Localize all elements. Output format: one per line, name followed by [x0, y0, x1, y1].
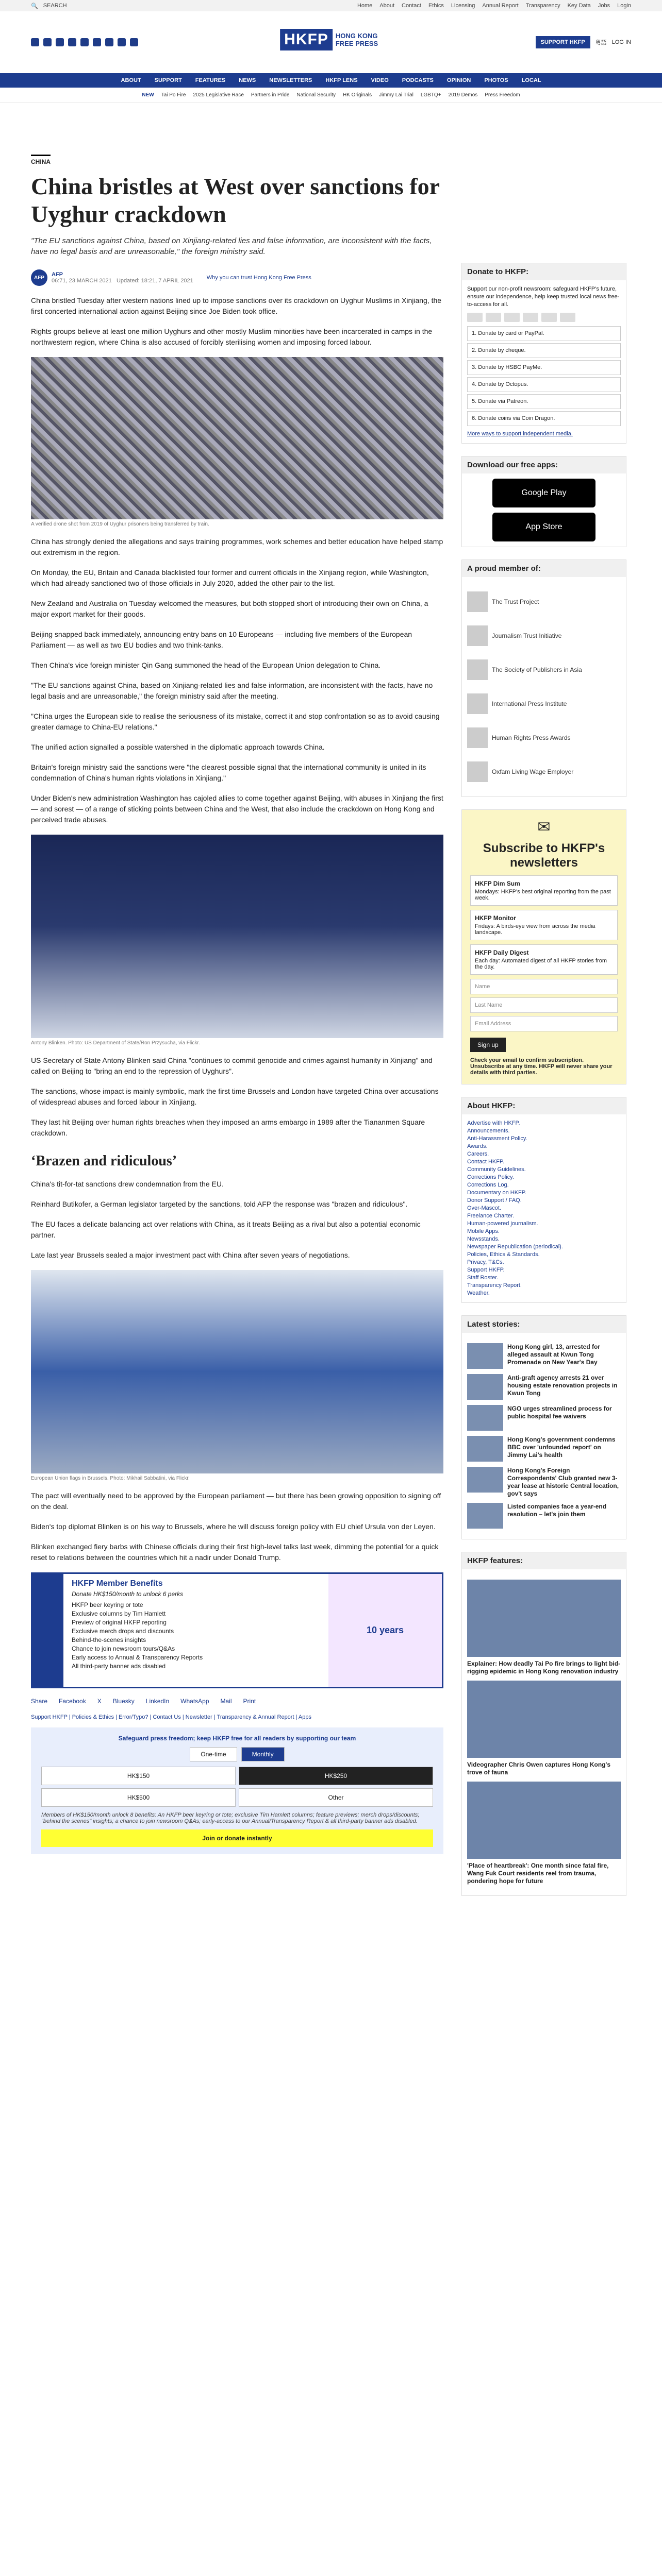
author-name[interactable]: AFP	[52, 272, 63, 278]
masthead	[0, 11, 662, 73]
article-lede: "The EU sanctions against China, based on Xinjiang-related lies and false information, are inconsistent with the facts, have no legal basis and are unreasonable," the foreign ministry said.	[31, 236, 432, 256]
trend-item[interactable]: Partners in Pride	[251, 92, 290, 98]
amount-option[interactable]: HK$150	[41, 1767, 236, 1785]
newsletter-desc: Mondays: HKFP's best original reporting from the past week.	[475, 889, 611, 901]
about-link[interactable]: Contact HKFP.	[467, 1159, 504, 1165]
newsletter-name: HKFP Monitor	[475, 914, 516, 922]
paragraph: They last hit Beijing over human rights breaches when they imposed an arms embargo in 1989 after the Tiananmen Square crackdown.	[31, 1118, 425, 1137]
donate-option[interactable]: 4. Donate by Octopus.	[467, 377, 621, 392]
trust-link[interactable]: Why you can trust Hong Kong Free Press	[206, 275, 311, 281]
about-link[interactable]: Corrections Log.	[467, 1182, 509, 1188]
ipi-icon	[467, 693, 488, 714]
share-link[interactable]: WhatsApp	[180, 1698, 209, 1705]
paragraph: The pact will eventually need to be approved by the European parliament — but there has been growing opposition to signing off on the deal.	[31, 1492, 441, 1511]
login-link[interactable]: LOG IN	[611, 39, 631, 45]
util-link[interactable]: Jobs	[598, 3, 610, 9]
nav-item[interactable]: OPINION	[446, 77, 471, 83]
perk-item: Exclusive merch drops and discounts	[72, 1628, 174, 1635]
about-link[interactable]: Newsstands.	[467, 1236, 500, 1242]
util-link[interactable]: Key Data	[567, 3, 591, 9]
newsletter-note: Check your email to confirm subscription. Unsubscribe at any time. HKFP will never share your details with third parties.	[470, 1057, 613, 1076]
latest-story[interactable]	[467, 1343, 621, 1369]
about-link[interactable]: Support HKFP.	[467, 1267, 505, 1273]
hrpa-icon	[467, 727, 488, 748]
paragraph: Beijing snapped back immediately, announcing entry bans on 10 Europeans — including five members of the European Parliament — as well as two EU bodies and two think-tanks.	[31, 630, 412, 649]
bluesky-icon[interactable]	[93, 38, 101, 46]
about-list	[462, 1114, 626, 1302]
donate-note: Members of HK$150/month unlock 8 benefits: An HKFP beer keyring or tote; exclusive Tim Hamlett columns; feature previews; merch drops/discounts; "behind the scenes" insights; a chance to join newsroom Q&As; early-access to our Annual/Transparency Report & all third-party banner ads disabled.	[41, 1812, 420, 1824]
newsletter-option[interactable]	[470, 875, 618, 906]
about-link[interactable]: Privacy, T&Cs.	[467, 1259, 504, 1265]
about-link[interactable]: Awards.	[467, 1143, 488, 1149]
trend-item[interactable]: 2025 Legislative Race	[193, 92, 244, 98]
latest-story[interactable]	[467, 1436, 621, 1462]
perk-item: Behind-the-scenes insights	[72, 1636, 146, 1643]
member-logo[interactable]	[467, 689, 621, 718]
share-link[interactable]: Share	[31, 1698, 48, 1705]
about-link[interactable]: Human-powered journalism.	[467, 1221, 538, 1227]
paragraph: "China urges the European side to realise the seriousness of its mistake, correct it and stop confrontation so as to avoid causing greater damage to China-EU relations."	[31, 712, 440, 731]
google-play-button[interactable]: Google Play	[492, 479, 595, 507]
article	[31, 155, 443, 1854]
amount-option[interactable]: HK$250	[239, 1767, 433, 1785]
story-headline: Listed companies face a year-end resolution – let's join them	[507, 1503, 607, 1518]
trending-label: NEW	[142, 92, 154, 98]
article-footer-links[interactable]: Support HKFP | Policies & Ethics | Error/Typo? | Contact Us | Newsletter | Transparency & Annual Report | Apps	[31, 1714, 311, 1720]
member-name: Oxfam Living Wage Employer	[492, 768, 574, 775]
visa-icon	[486, 313, 501, 322]
search-icon[interactable]: 🔍	[31, 3, 38, 9]
tab-monthly[interactable]: Monthly	[241, 1747, 285, 1761]
feature-image	[467, 1580, 621, 1657]
story-headline: Hong Kong's government condemns BBC over 'unfounded report' on Jimmy Lai's health	[507, 1436, 616, 1459]
paragraph: China's tit-for-tat sanctions drew condemnation from the EU.	[31, 1180, 224, 1188]
amex-icon	[504, 313, 520, 322]
paragraph: The EU faces a delicate balancing act over relations with China, as it treats Beijing as a rival but also a potential economic partner.	[31, 1220, 421, 1239]
share-link[interactable]: X	[97, 1698, 102, 1705]
newsletter-title: Subscribe to HKFP's newsletters	[483, 841, 605, 870]
paragraph: "The EU sanctions against China, based on Xinjiang-related lies and false information, are inconsistent with the facts, have no legal basis and are unreasonable," the foreign ministry said after the meeting.	[31, 681, 433, 700]
paragraph: Britain's foreign ministry said the sanctions were "the clearest possible signal that the international community is united in its condemnation of China's human rights violations in Xinjiang."	[31, 763, 426, 782]
threads-icon[interactable]	[118, 38, 126, 46]
rss-icon[interactable]	[130, 38, 138, 46]
feature-story[interactable]	[467, 1580, 621, 1675]
paragraph: Rights groups believe at least one million Uyghurs and other mostly Muslim minorities have been incarcerated in camps in the northwestern region, where China is also accused of forcibly sterilising women and imposing forced labour.	[31, 327, 433, 346]
members-box	[461, 560, 626, 797]
trend-item[interactable]: National Security	[296, 92, 336, 98]
perk-item: All third-party banner ads disabled	[72, 1663, 166, 1670]
features-box	[461, 1552, 626, 1896]
paragraph: Late last year Brussels sealed a major investment pact with China after seven years of negotiations.	[31, 1251, 350, 1259]
latest-list	[462, 1333, 626, 1539]
paragraph: Then China's vice foreign minister Qin Gang summoned the head of the European Union delegation to China.	[31, 661, 381, 669]
story-thumbnail	[467, 1374, 503, 1400]
tab-one-time[interactable]: One-time	[190, 1747, 237, 1761]
feature-image	[467, 1681, 621, 1758]
more-ways-link[interactable]: More ways to support independent media.	[467, 431, 573, 437]
caption: A verified drone shot from 2019 of Uyghur prisoners being transferred by train.	[31, 521, 209, 527]
about-link[interactable]: Freelance Charter.	[467, 1213, 515, 1219]
utility-links	[357, 3, 631, 9]
perk-item: Chance to join newsroom tours/Q&As	[72, 1645, 175, 1652]
facebook-icon[interactable]	[31, 38, 39, 46]
nav-item[interactable]: NEWSLETTERS	[269, 77, 312, 83]
latest-story[interactable]	[467, 1405, 621, 1431]
features-list	[462, 1569, 626, 1895]
utility-bar	[0, 0, 662, 11]
email-field[interactable]: Email Address	[470, 1016, 618, 1031]
x-icon[interactable]	[43, 38, 52, 46]
anniversary-badge: 10 years	[366, 1625, 404, 1635]
paypal-icon	[523, 313, 538, 322]
updated-date: Updated: 18:21, 7 APRIL 2021	[116, 278, 193, 284]
apps-title: Download our free apps:	[462, 456, 626, 473]
sidebar	[461, 263, 626, 1908]
about-link[interactable]: Documentary on HKFP.	[467, 1190, 526, 1196]
members-title: A proud member of:	[462, 560, 626, 577]
member-logo[interactable]	[467, 757, 621, 786]
donate-title: Donate to HKFP:	[462, 263, 626, 280]
util-link[interactable]: Transparency	[525, 3, 560, 9]
jti-icon	[467, 625, 488, 646]
logo-mark: HKFP	[280, 29, 333, 50]
story-thumbnail	[467, 1503, 503, 1529]
about-link[interactable]: Advertise with HKFP.	[467, 1120, 520, 1126]
category-label[interactable]: CHINA	[31, 155, 51, 165]
instagram-icon[interactable]	[56, 38, 64, 46]
caption: European Union flags in Brussels. Photo: Mikhail Sabbatini, via Flickr.	[31, 1476, 190, 1481]
paragraph: Blinken exchanged fiery barbs with Chinese officials during their first high-level talks last week, dimming the potential for a quick reset to relations between the countries which hit a nadir under Donald Trump.	[31, 1543, 439, 1562]
donate-text[interactable]: Support our non-profit newsroom: safeguard HKFP's future, ensure our independence, help keep trusted local news free-to-access for all.	[467, 286, 620, 308]
nav-item[interactable]: HKFP LENS	[325, 77, 358, 83]
member-logo[interactable]	[467, 587, 621, 616]
newsletter-name: HKFP Daily Digest	[475, 949, 529, 956]
about-link[interactable]: Mobile Apps.	[467, 1228, 500, 1234]
perk-list	[72, 1601, 320, 1671]
banner-side-strip	[32, 1574, 63, 1687]
logo-name: HONG KONG FREE PRESS	[335, 32, 378, 47]
story-thumbnail	[467, 1467, 503, 1493]
trust-project-icon	[467, 591, 488, 612]
search-link[interactable]: SEARCH	[43, 3, 67, 9]
social-icons	[31, 38, 138, 46]
features-title: HKFP features:	[462, 1552, 626, 1569]
util-link[interactable]: Contact	[402, 3, 421, 9]
util-link[interactable]: Ethics	[428, 3, 444, 9]
about-link[interactable]: Anti-Harassment Policy.	[467, 1136, 527, 1142]
about-link[interactable]: Transparency Report.	[467, 1282, 522, 1289]
oxfam-icon	[467, 761, 488, 782]
newsletter-name: HKFP Dim Sum	[475, 880, 520, 887]
perk-item: Exclusive columns by Tim Hamlett	[72, 1610, 166, 1617]
paragraph: The sanctions, whose impact is mainly symbolic, mark the first time Brussels and London have targeted China over accusations of widespread abuses and forced labour in Xinjiang.	[31, 1087, 439, 1106]
story-headline: Hong Kong's Foreign Correspondents' Club granted new 3-year lease at historic Central location, gov't says	[507, 1467, 619, 1497]
mascot-image	[328, 1574, 442, 1687]
paragraph: US Secretary of State Antony Blinken said China "continues to commit genocide and crimes against humanity in Xinjiang" and called on Beijing to "bring an end to the repression of Uyghurs".	[31, 1056, 433, 1075]
mastercard-icon	[467, 313, 483, 322]
about-link[interactable]: Community Guidelines.	[467, 1166, 526, 1173]
amount-option[interactable]: HK$500	[41, 1788, 236, 1807]
paragraph: Biden's top diplomat Blinken is on his way to Brussels, where he will discuss foreign policy with EU chief Ursula von der Leyen.	[31, 1522, 436, 1531]
figure	[31, 357, 443, 527]
paragraph: The unified action signalled a possible watershed in the diplomatic approach towards China.	[31, 743, 325, 751]
last-name-field[interactable]: Last Name	[470, 997, 618, 1013]
site-logo[interactable]	[280, 29, 382, 50]
paragraph: China has strongly denied the allegations and says training programmes, work schemes and better education have helped stamp out extremism in the region.	[31, 537, 443, 556]
util-link[interactable]: Home	[357, 3, 373, 9]
sopa-icon	[467, 659, 488, 680]
nav-item[interactable]: ABOUT	[121, 77, 141, 83]
trend-item[interactable]: Tai Po Fire	[161, 92, 186, 98]
banner-body	[63, 1574, 328, 1687]
publish-date: 06:71, 23 MARCH 2021	[52, 278, 112, 284]
banner-subtitle: Donate HK$150/month to unlock 6 perks	[72, 1590, 184, 1598]
feature-story[interactable]	[467, 1782, 621, 1885]
perk-item: HKFP beer keyring or tote	[72, 1601, 143, 1608]
trend-item[interactable]: Press Freedom	[485, 92, 520, 98]
amount-option[interactable]: Other	[239, 1788, 433, 1807]
figure	[31, 835, 443, 1046]
feature-headline: Videographer Chris Owen captures Hong Kong's trove of fauna	[467, 1761, 611, 1776]
author-avatar: AFP	[31, 269, 47, 286]
section-heading: ‘Brazen and ridiculous’	[31, 1153, 177, 1169]
latest-story[interactable]	[467, 1503, 621, 1529]
donate-widget-heading: Safeguard press freedom; keep HKFP free for all readers by supporting our team	[118, 1735, 356, 1742]
member-name: Human Rights Press Awards	[492, 734, 571, 741]
support-button[interactable]: SUPPORT HKFP	[536, 36, 590, 48]
share-link[interactable]: LinkedIn	[145, 1698, 170, 1705]
member-name: Journalism Trust Initiative	[492, 632, 562, 639]
newsletter-option[interactable]	[470, 944, 618, 975]
nav-item[interactable]: FEATURES	[195, 77, 226, 83]
member-logo[interactable]	[467, 621, 621, 650]
figure	[31, 1270, 443, 1481]
story-thumbnail	[467, 1343, 503, 1369]
drone-photo	[31, 357, 443, 519]
perk-item: Early access to Annual & Transparency Reports	[72, 1654, 203, 1661]
share-link[interactable]: Mail	[220, 1698, 232, 1705]
latest-story[interactable]	[467, 1374, 621, 1400]
about-link[interactable]: Corrections Policy.	[467, 1174, 514, 1180]
feature-image	[467, 1782, 621, 1859]
mail-icon: ✉	[537, 819, 551, 836]
nav-item[interactable]: VIDEO	[371, 77, 389, 83]
share-link[interactable]: Print	[243, 1698, 256, 1705]
member-logo[interactable]	[467, 655, 621, 684]
about-link[interactable]: Announcements.	[467, 1128, 510, 1134]
about-box	[461, 1097, 626, 1303]
name-field[interactable]: Name	[470, 979, 618, 994]
telegram-icon[interactable]	[105, 38, 113, 46]
youtube-icon[interactable]	[68, 38, 76, 46]
masthead-actions	[536, 36, 631, 48]
payment-icons	[467, 313, 621, 322]
gpay-icon	[560, 313, 575, 322]
newsletter-desc: Each day: Automated digest of all HKFP stories from the day.	[475, 958, 607, 970]
trend-item[interactable]: HK Originals	[342, 92, 372, 98]
latest-title: Latest stories:	[462, 1316, 626, 1333]
banner-title: HKFP Member Benefits	[72, 1579, 163, 1588]
amount-options	[41, 1767, 433, 1807]
newsletter-option[interactable]	[470, 910, 618, 940]
nav-item[interactable]: LOCAL	[521, 77, 541, 83]
member-logo[interactable]	[467, 723, 621, 752]
util-link[interactable]: Login	[617, 3, 631, 9]
member-name: The Trust Project	[492, 598, 539, 605]
byline	[31, 269, 443, 286]
app-store-button[interactable]: App Store	[492, 513, 595, 541]
nav-item[interactable]: NEWS	[239, 77, 256, 83]
about-link[interactable]: Staff Roster.	[467, 1275, 499, 1281]
about-link[interactable]: Newspaper Republication (periodical).	[467, 1244, 563, 1250]
story-headline: Anti-graft agency arrests 21 over housing estate renovation projects in Kwun Tong	[507, 1374, 618, 1397]
paragraph: On Monday, the EU, Britain and Canada blacklisted four former and current officials in the Xinjiang region, while Washington, which had already sanctioned two of those officials in July 2020, added the other pair to the list.	[31, 568, 429, 587]
util-link[interactable]: Annual Report	[482, 3, 519, 9]
join-button[interactable]: Join or donate instantly	[41, 1829, 433, 1847]
feature-headline: Explainer: How deadly Tai Po fire brings to light bid-rigging epidemic in Hong Kong renovation industry	[467, 1660, 621, 1675]
apps-box	[461, 456, 626, 547]
about-link[interactable]: Over-Mascot.	[467, 1205, 502, 1211]
blinken-photo	[31, 835, 443, 1038]
newsletter-desc: Fridays: A birds-eye view from across the media landscape.	[475, 923, 595, 936]
about-link[interactable]: Weather.	[467, 1290, 490, 1296]
story-thumbnail	[467, 1436, 503, 1462]
story-headline: Hong Kong girl, 13, arrested for alleged assault at Kwun Tong Promenade on New Year's Day	[507, 1343, 601, 1366]
story-headline: NGO urges streamlined process for public hospital fee waivers	[507, 1405, 612, 1420]
nav-item[interactable]: PHOTOS	[484, 77, 508, 83]
paragraph: China bristled Tuesday after western nations lined up to impose sanctions over its crackdown on Uyghur Muslims in Xinjiang, the first concerted international action against Beijing since Joe Biden took office.	[31, 296, 442, 315]
share-link[interactable]: Bluesky	[112, 1698, 135, 1705]
nav-item[interactable]: SUPPORT	[154, 77, 182, 83]
util-link[interactable]: About	[379, 3, 395, 9]
perk-item: Preview of original HKFP reporting	[72, 1619, 167, 1626]
donate-widget	[31, 1727, 443, 1854]
donate-option[interactable]: 1. Donate by card or PayPal.	[467, 326, 621, 341]
linkedin-icon[interactable]	[80, 38, 89, 46]
paragraph: Under Biden's new administration Washington has cajoled allies to come together against Beijing, with abuses in Xinjiang the first — and sorest — of a range of sticking points between China and the West, that also include the crackdown on Hong Kong and perceived trade abuses.	[31, 794, 443, 824]
donate-box	[461, 263, 626, 444]
frequency-tabs	[41, 1747, 433, 1761]
about-link[interactable]: Careers.	[467, 1151, 489, 1157]
member-benefits-banner[interactable]	[31, 1572, 443, 1688]
paragraph: Reinhard Butikofer, a German legislator targeted by the sanctions, told AFP the response was "brazen and ridiculous".	[31, 1200, 408, 1208]
donate-option[interactable]: 2. Donate by cheque.	[467, 343, 621, 358]
donate-option[interactable]: 5. Donate via Patreon.	[467, 394, 621, 409]
newsletter-box	[461, 809, 626, 1084]
about-title: About HKFP:	[462, 1097, 626, 1114]
share-bar	[31, 1698, 443, 1705]
trend-item[interactable]: 2019 Demos	[448, 92, 478, 98]
about-link[interactable]: Donor Support / FAQ.	[467, 1197, 522, 1204]
trend-item[interactable]: LGBTQ+	[420, 92, 441, 98]
member-name: International Press Institute	[492, 700, 567, 707]
latest-box	[461, 1315, 626, 1539]
donate-option[interactable]: 3. Donate by HSBC PayMe.	[467, 360, 621, 375]
language-link[interactable]: 粵語	[595, 40, 607, 46]
trend-item[interactable]: Jimmy Lai Trial	[379, 92, 413, 98]
nav-item[interactable]: PODCASTS	[402, 77, 434, 83]
latest-story[interactable]	[467, 1467, 621, 1498]
donate-option[interactable]: 6. Donate coins via Coin Dragon.	[467, 411, 621, 426]
main-nav	[0, 73, 662, 88]
caption: Antony Blinken. Photo: US Department of State/Ron Przysucha, via Flickr.	[31, 1040, 200, 1046]
member-name: The Society of Publishers in Asia	[492, 666, 582, 673]
eu-flags-photo	[31, 1270, 443, 1473]
util-link[interactable]: Licensing	[451, 3, 475, 9]
paragraph: New Zealand and Australia on Tuesday welcomed the measures, but both stopped short of introducing their own on China, a major export market for their goods.	[31, 599, 428, 618]
article-title: China bristles at West over sanctions for Uyghur crackdown	[31, 173, 440, 227]
signup-button[interactable]: Sign up	[470, 1038, 506, 1052]
feature-headline: 'Place of heartbreak': One month since fatal fire, Wang Fuk Court residents reel from trauma, pondering hope for future	[467, 1862, 609, 1885]
share-link[interactable]: Facebook	[59, 1698, 86, 1705]
about-link[interactable]: Policies, Ethics & Standards.	[467, 1251, 540, 1258]
trending-bar	[0, 88, 662, 103]
applepay-icon	[541, 313, 557, 322]
story-thumbnail	[467, 1405, 503, 1431]
feature-story[interactable]	[467, 1681, 621, 1776]
